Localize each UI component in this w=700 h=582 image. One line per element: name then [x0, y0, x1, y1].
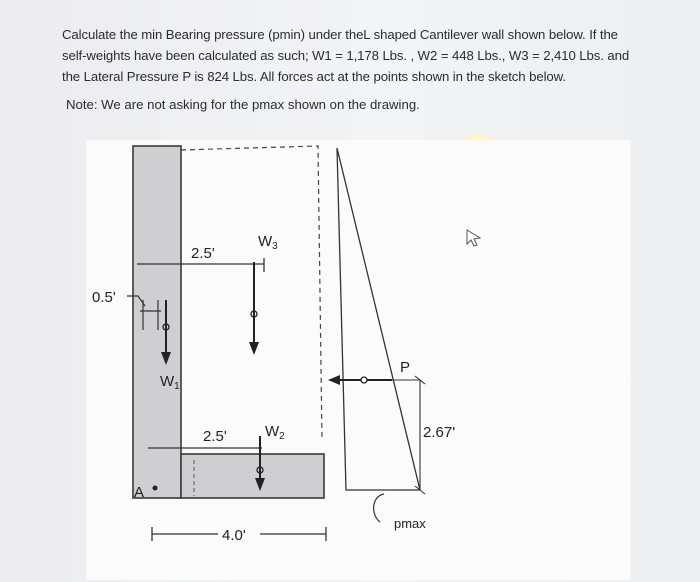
dim-lower-label: 2.5' [203, 428, 227, 445]
w2-sub: 2 [279, 431, 285, 442]
wall-base [181, 454, 324, 498]
w1-main: W [160, 373, 175, 390]
point-a-label: A [134, 484, 145, 501]
w2-main: W [265, 423, 280, 440]
dim-base-label: 4.0' [222, 527, 246, 544]
point-a-marker [153, 486, 158, 491]
w3-sub: 3 [272, 241, 278, 252]
p-point [361, 377, 367, 383]
pmax-label: pmax [394, 516, 426, 531]
wall-stem [133, 146, 181, 498]
w3-main: W [258, 233, 273, 250]
dim-upper-label: 2.5' [191, 245, 215, 262]
note-text: Note: We are not asking for the pmax shown on the drawing. [66, 97, 420, 112]
dim-p-height-label: 2.67' [423, 424, 456, 441]
question-text: Calculate the min Bearing pressure (pmin) under theL shaped Cantilever wall shown below. If the self-weights have been calculated as such; W1 = 1,178 Lbs. , W2 = 448 Lbs., W3 = 2,410 Lbs. and the Lateral Pressure P is 824 Lbs. All forces act at the points shown in the sketch below. [62, 27, 630, 84]
p-label: P [400, 359, 411, 376]
w1-sub: 1 [174, 381, 180, 392]
dim-wall-label: 0.5' [92, 289, 116, 306]
